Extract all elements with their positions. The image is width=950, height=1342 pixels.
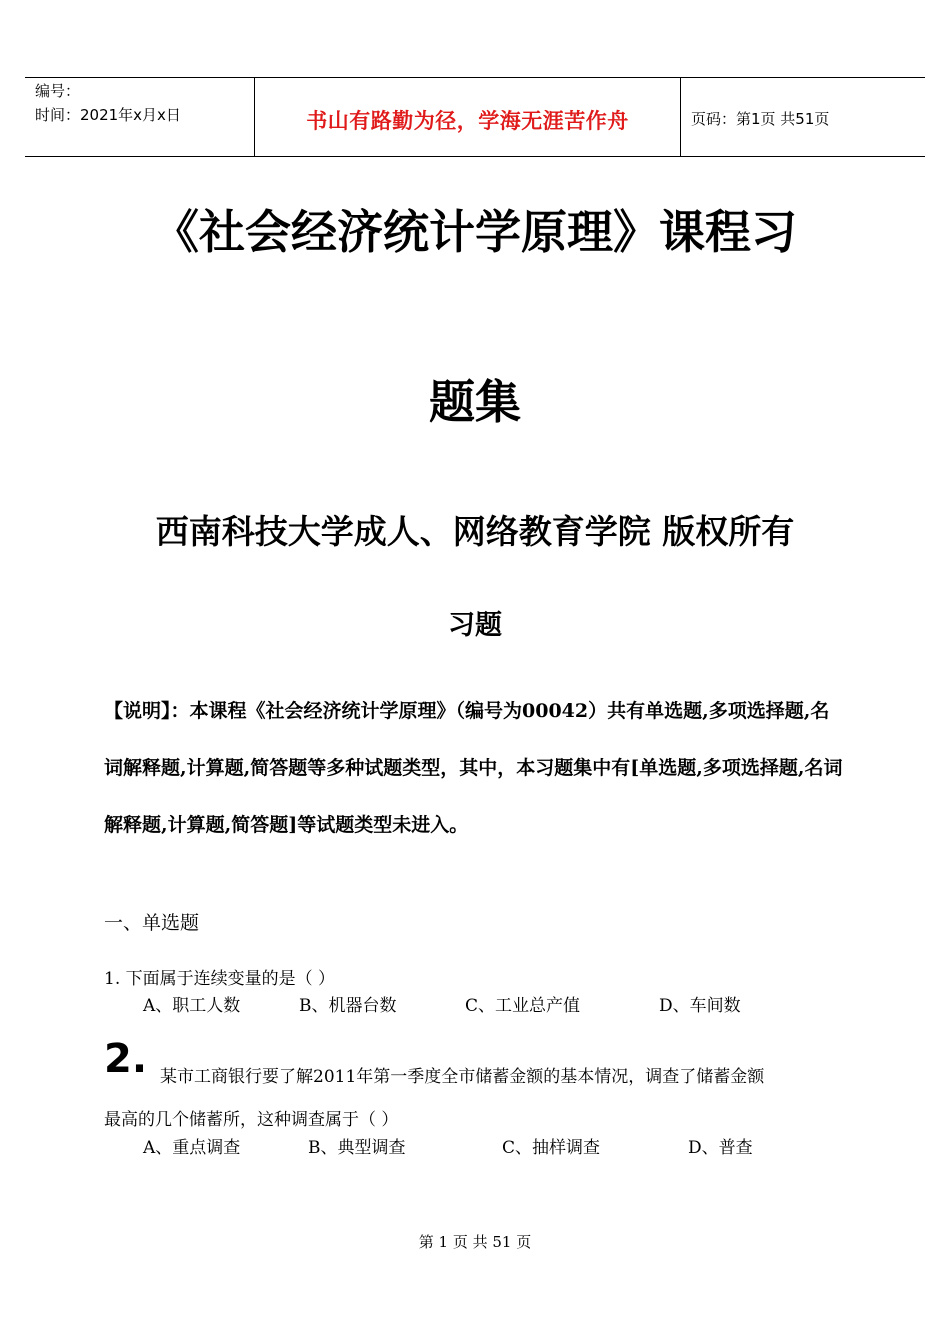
- question-2-text-line2: 最高的几个储蓄所，这种调查属于（ ）: [104, 1110, 399, 1130]
- question-2-number: 2.: [104, 1036, 148, 1082]
- document-title-line2: 题集: [429, 375, 521, 429]
- single-choice-heading: 一、单选题: [104, 912, 200, 934]
- section-title: 习题: [448, 610, 502, 641]
- header-motto: 书山有路勤为径，学海无涯苦作舟: [306, 108, 629, 133]
- question-2-option-b: B、典型调查: [308, 1138, 406, 1158]
- document-time-label: 时间：2021年x月x日: [35, 106, 181, 124]
- header-table: [25, 77, 925, 157]
- question-2-option-a: A、重点调查: [143, 1138, 241, 1158]
- question-2-option-c: C、抽样调查: [502, 1138, 601, 1158]
- document-subtitle: 西南科技大学成人、网络教育学院 版权所有: [155, 512, 795, 551]
- document-code-label: 编号：: [35, 82, 81, 100]
- header-right-cell: [681, 78, 925, 156]
- header-middle-cell: [255, 78, 681, 156]
- question-2-text-line1: 某市工商银行要了解2011年第一季度全市储蓄金额的基本情况，调查了储蓄金额: [160, 1067, 765, 1087]
- question-1-option-b: B、机器台数: [299, 996, 397, 1016]
- question-1-option-d: D、车间数: [659, 996, 741, 1016]
- question-1-option-a: A、职工人数: [143, 996, 241, 1016]
- question-2-option-d: D、普查: [688, 1138, 753, 1158]
- document-title-line1: 《社会经济统计学原理》课程习: [153, 205, 797, 259]
- question-1-option-c: C、工业总产值: [465, 996, 581, 1016]
- instructions-paragraph: 【说明】：本课程《社会经济统计学原理》（编号为00042）共有单选题,多项选择题,名词解释题,计算题,简答题等多种试题类型，其中，本习题集中有[单选题,多项选择题,名词解释题,计算题,简答题]等试题类型未进入。: [104, 700, 843, 836]
- header-left-cell: [25, 78, 255, 156]
- page-footer: 第 1 页 共 51 页: [418, 1233, 532, 1251]
- question-1-text: 1. 下面属于连续变量的是（ ）: [104, 969, 336, 989]
- header-page-info: 页码：第1页 共51页: [691, 110, 830, 128]
